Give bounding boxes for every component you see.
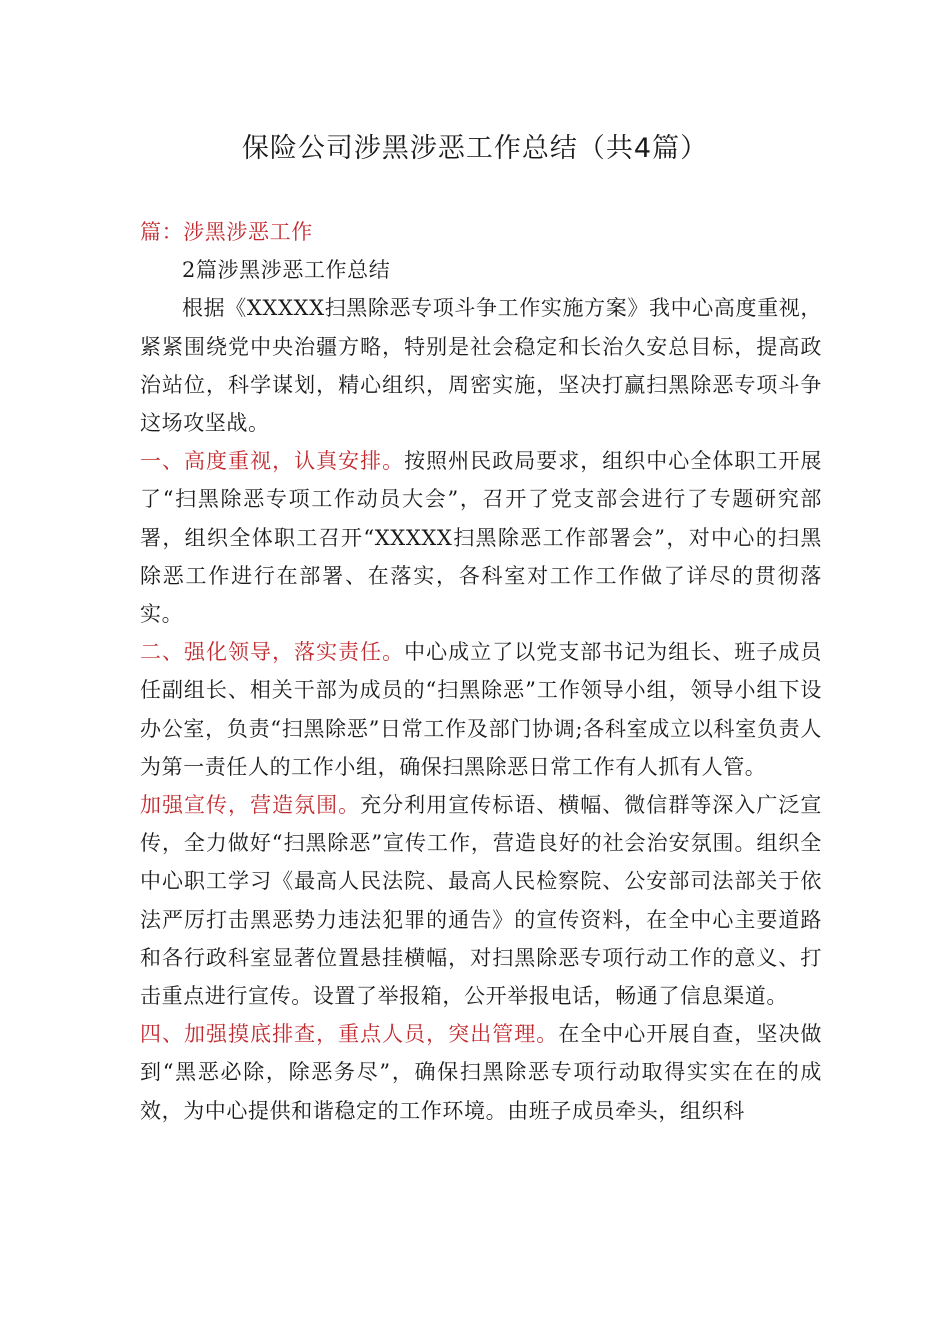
section-paragraph-2	[140, 633, 822, 786]
section-heading-2: 二、强化领导，落实责任。	[140, 640, 405, 665]
section-heading-3: 加强宣传，营造氛围。	[140, 793, 361, 818]
section-heading-4: 四、加强摸底排查，重点人员，突出管理。	[140, 1022, 559, 1047]
intro-paragraph: 根据《XXXXX扫黑除恶专项斗争工作实施方案》我中心高度重视，紧紧围绕党中央治疆方略，特别是社会稳定和长治久安总目标，提高政治站位，科学谋划，精心组织，周密实施，坚决打赢扫黑除恶专项斗争这场攻坚战。	[140, 296, 822, 436]
section-text-3: 充分利用宣传标语、横幅、微信群等深入广泛宣传，全力做好“扫黑除恶”宣传工作，营造良好的社会治安氛围。组织全中心职工学习《最高人民法院、最高人民检察院、公安部司法部关于依法严厉打击黑恶势力违法犯罪的通告》的宣传资料，在全中心主要道路和各行政科室显著位置悬挂横幅，对扫黑除恶专项行动工作的意义、打击重点进行宣传。设置了举报箱，公开举报电话，畅通了信息渠道。	[140, 793, 822, 1009]
section-text-2: 中心成立了以党支部书记为组长、班子成员任副组长、相关干部为成员的“扫黑除恶”工作领导小组，领导小组下设办公室，负责“扫黑除恶”日常工作及部门协调;各科室成立以科室负责人为第一责任人的工作小组，确保扫黑除恶日常工作有人抓有人管。	[140, 640, 822, 779]
section-paragraph-4	[140, 1015, 822, 1130]
section-heading-1: 一、高度重视，认真安排。	[140, 449, 405, 474]
document-subtitle: 2篇涉黑涉恶工作总结	[182, 258, 391, 283]
section-text-4: 在全中心开展自查，坚决做到“黑恶必除，除恶务尽”，确保扫黑除恶专项行动取得实实在在的成效，为中心提供和谐稳定的工作环境。由班子成员牵头，组织科	[140, 1022, 822, 1123]
document-body	[140, 213, 822, 1130]
section-paragraph-1	[140, 442, 822, 633]
section-paragraph-3	[140, 786, 822, 1015]
document-title: 保险公司涉黑涉恶工作总结（共4篇）	[241, 133, 709, 164]
section-label: 篇：涉黑涉恶工作	[140, 220, 313, 244]
section-text-1: 按照州民政局要求，组织中心全体职工开展了“扫黑除恶专项工作动员大会”，召开了党支部会进行了专题研究部署，组织全体职工召开“XXXXX扫黑除恶工作部署会”，对中心的扫黑除恶工作进行在部署、在落实，各科室对工作工作做了详尽的贯彻落实。	[140, 449, 822, 627]
